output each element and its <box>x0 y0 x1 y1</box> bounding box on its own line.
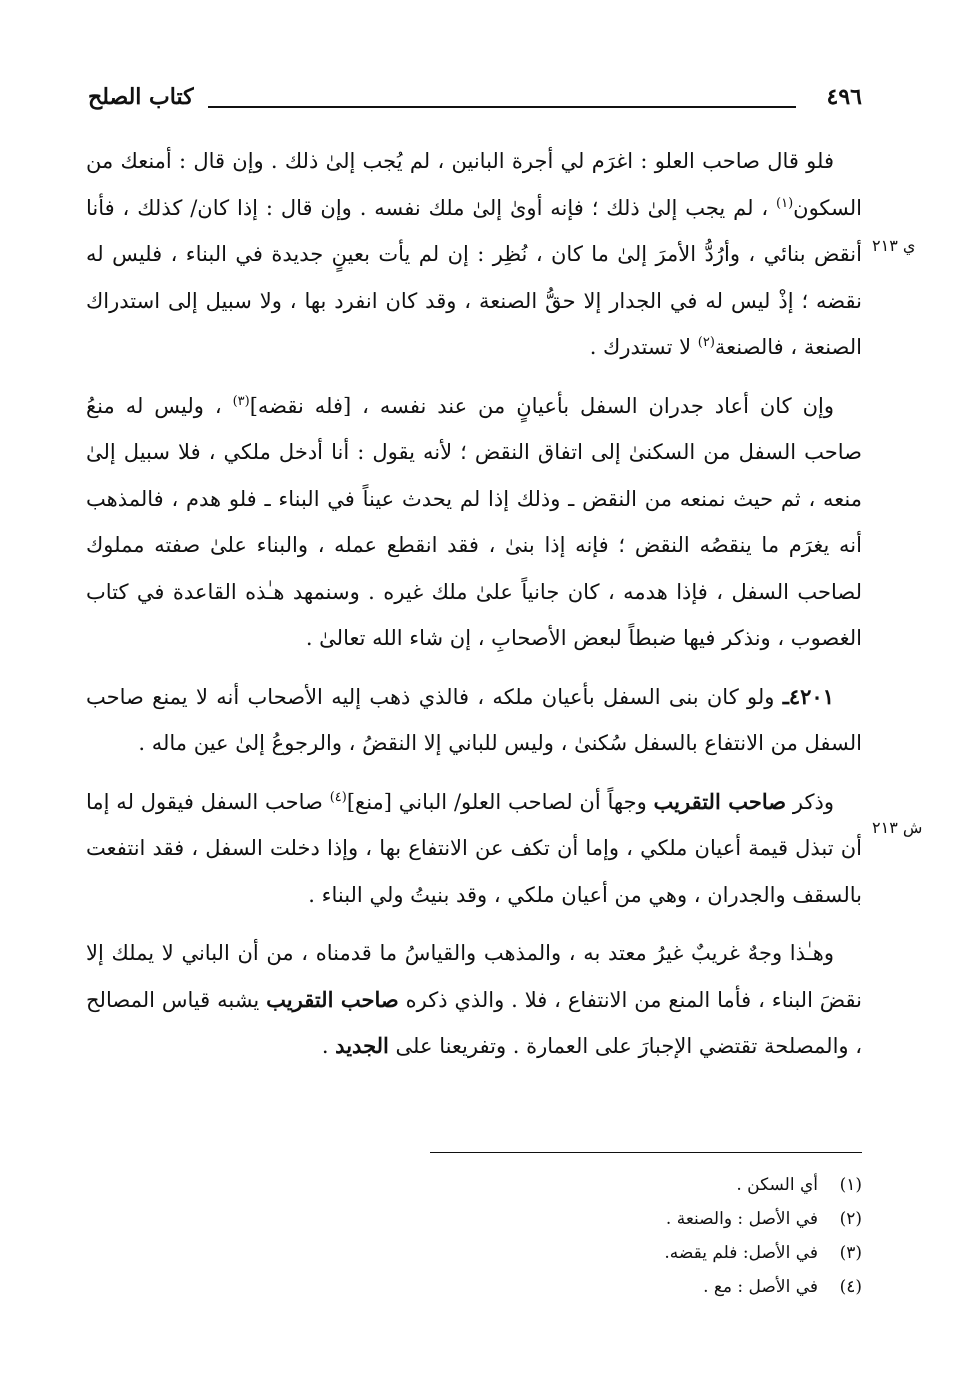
paragraph-text: وجهاً أن لصاحب العلو/ الباني [منع] <box>346 789 654 814</box>
footnote-item <box>402 1236 862 1270</box>
paragraph-2 <box>86 383 862 662</box>
footnote-number: (٢) <box>839 1209 862 1229</box>
footnote-ref-2: (٢) <box>697 335 715 350</box>
author-reference: صاحب التقريب <box>653 788 787 814</box>
paragraph-text: ، وليس له منعُ صاحب السفل من السكنىٰ إلى اتفاق النقض ؛ لأنه يقول : أنا أدخل ملكي ، فلا سبيل إلىٰ منعه ، ثم حيث نمنعه من النقض ـ وذلك إذا لم يحدث عيناً في البناء ـ فلو هدم ، فالمذهب أنه يغرَم ما ينقصُه النقض ؛ فإنه إذا بنىٰ ، فقد انقطع عمله ، والبناء علىٰ صفته مملوك لصاحب السفل ، فإذا هدمه ، كان جانياً علىٰ ملك غيره . وسنمهد هـٰذه القاعدة في كتاب الغصوب ، ونذكر فيها ضبطاً لبعض الأصحابِ ، إن شاء الله تعالىٰ . <box>86 393 862 650</box>
footnote-item <box>402 1270 862 1304</box>
doctrine-reference: الجديد <box>335 1033 389 1058</box>
paragraph-text: . <box>321 1034 336 1058</box>
margin-note-2: ش ٢١٣ <box>872 818 923 837</box>
footnotes <box>402 1168 862 1304</box>
paragraph-4 <box>86 779 862 919</box>
issue-number: ٤٢٠١ـ <box>782 683 834 709</box>
paragraph-text: يشبه قياس المصالح ، والمصلحة تقتضي الإجبارَ على العمارة . وتفريعنا على <box>86 987 862 1058</box>
book-title: كتاب الصلح <box>88 84 194 110</box>
footnote-number: (٤) <box>839 1277 862 1297</box>
footnote-text: أي السكن . <box>736 1175 818 1195</box>
paragraph-3 <box>86 674 862 767</box>
margin-note-1: ي ٢١٣ <box>872 236 916 255</box>
footnote-ref-3: (٣) <box>232 393 250 409</box>
footnote-text: في الأصل : والصنعة . <box>665 1209 818 1229</box>
paragraph-text: ، لم يجب إلىٰ ذلك ؛ فإنه أوىٰ إلىٰ ملك نفسه . وإن قال : إذا كان/ كذلك ، فأنا أنقض بنائي ، وأرُدُّ الأمرَ إلىٰ ما كان ، نُظِر : إن لم يأت بعينٍ جديدة في البناء ، فليس له نقضه ؛ إذْ ليس له في الجدار إلا حقُّ الصنعة ، وقد كان انفرد بها ، ولا سبيل إلى استدراك الصنعة ، فالصنعة <box>86 195 862 359</box>
footnote-ref-4: (٤) <box>329 789 347 805</box>
paragraph-text: فلو قال صاحب العلو : اغرَم لي أجرة البانين ، لم يُجب إلىٰ ذلك . وإن قال : أمنعك من السكون <box>86 149 862 220</box>
footnote-ref-1: (١) <box>776 195 794 211</box>
footnote-text: في الأصل: فلم يقضه. <box>664 1243 818 1263</box>
body-text <box>86 138 862 1082</box>
paragraph-5 <box>86 930 862 1070</box>
footnote-text: في الأصل : مع . <box>703 1277 818 1297</box>
paragraph-1 <box>86 138 862 371</box>
paragraph-text: وذكر <box>786 789 834 814</box>
paragraph-text: صاحب السفل فيقول له إما أن تبذل قيمة أعيان ملكي ، وإما أن تكف عن الانتفاع بها ، وإذا دخلت السفل ، فقد انتفعت بالسقف والجدران ، وهي من أعيان ملكي ، وقد بنيتُ ولي البناء . <box>86 789 862 907</box>
footnote-item <box>402 1202 862 1236</box>
footnote-item <box>402 1168 862 1202</box>
paragraph-text: لا تستدرك . <box>589 335 698 359</box>
paragraph-text: وإن كان أعاد جدران السفل بأعيانٍ من عند نفسه ، [فله نقضه] <box>249 393 834 418</box>
page-number: ٤٩٦ <box>826 84 862 110</box>
header-rule <box>208 106 796 108</box>
page-header <box>88 78 862 122</box>
paragraph-text: ولو كان بنى السفل بأعيان ملكه ، فالذي ذهب إليه الأصحاب أنه لا يمنع صاحب السفل من الانتفاع بالسفل سُكنىٰ ، وليس للباني إلا النقضُ ، والرجوعُ إلىٰ عين ماله . <box>86 684 862 755</box>
author-reference: صاحب التقريب <box>266 986 399 1012</box>
footnote-rule <box>430 1152 862 1153</box>
paragraph-text: وهـٰذا وجهٌ غريبٌ غيرُ معتد به ، والمذهب والقياسُ ما قدمناه ، من أن الباني لا يملك إلا نقضَ البناء ، فأما المنع من الانتفاع ، فلا . والذي ذكره <box>86 941 862 1012</box>
footnote-number: (٣) <box>839 1243 862 1263</box>
footnote-number: (١) <box>839 1175 862 1195</box>
